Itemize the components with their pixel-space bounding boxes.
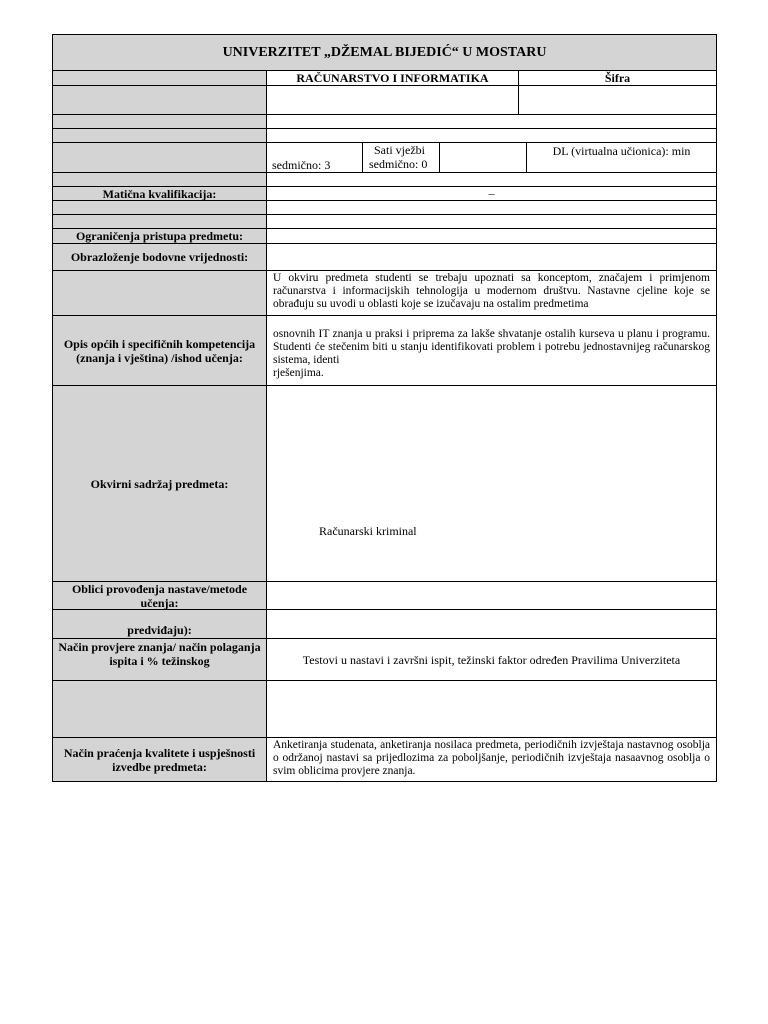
quality-label: Način praćenja kvalitete i uspješnosti izvedbe predmeta: xyxy=(53,738,267,781)
hours-values xyxy=(267,143,716,172)
hours-row xyxy=(53,143,716,173)
competences-tail: rješenjima. xyxy=(273,367,324,379)
access-label: Ograničenja pristupa predmetu: xyxy=(53,229,267,243)
empty-value-4 xyxy=(267,201,716,214)
empty-label-2 xyxy=(53,129,267,142)
teaching-row xyxy=(53,582,716,610)
empty-label-3 xyxy=(53,173,267,186)
course-code-cell xyxy=(518,86,716,114)
empty-label-4 xyxy=(53,201,267,214)
empty-row-2 xyxy=(53,129,716,143)
quality-text: Anketiranja studenata, anketiranja nosilaca predmeta, periodičnih izvještaja nastavnog osoblja o održanoj nastavi sa prijedlozima za poboljšanje, periodičnih izvještaja nasaavnog osoblja o svim oblicima provjere znanja. xyxy=(273,739,710,777)
access-value xyxy=(267,229,716,243)
course-name-row xyxy=(53,86,716,115)
competences-row xyxy=(53,316,716,386)
teaching-value xyxy=(267,582,716,609)
exercise-value-cell xyxy=(439,143,527,172)
empty-value-3 xyxy=(267,173,716,186)
empty-label-5 xyxy=(53,215,267,228)
empty-value-1 xyxy=(267,115,716,128)
form-table xyxy=(52,34,717,782)
qualification-value: – xyxy=(488,186,495,200)
credit-row xyxy=(53,244,716,271)
credit-value xyxy=(267,244,716,270)
program-value xyxy=(267,71,716,85)
content-item: Računarski kriminal xyxy=(319,524,417,538)
empty-row-5 xyxy=(53,215,716,229)
course-name-value xyxy=(267,86,716,114)
exercise-cell xyxy=(362,143,440,172)
access-row xyxy=(53,229,716,244)
assessment-label: Način provjere znanja/ način polaganja ispita i % težinskog xyxy=(53,639,267,680)
exercise-weekly: sedmično: 0 xyxy=(369,157,428,171)
empty-row-3 xyxy=(53,173,716,187)
empty-row-4 xyxy=(53,201,716,215)
empty-row-1 xyxy=(53,115,716,129)
exercise-label: Sati vježbi xyxy=(374,143,425,157)
empty-value-5 xyxy=(267,215,716,228)
intro-row xyxy=(53,271,716,316)
content-label: Okvirni sadržaj predmeta: xyxy=(53,386,267,581)
content-value xyxy=(267,386,716,581)
empty-label-1 xyxy=(53,115,267,128)
program-label-empty xyxy=(53,71,267,85)
content-row xyxy=(53,386,716,582)
university-title: UNIVERZITET „DŽEMAL BIJEDIĆ“ U MOSTARU xyxy=(53,35,716,71)
course-form xyxy=(52,34,717,782)
competences-label: Opis općih i specifičnih kompetencija (znanja i vještina) /ishod učenja: xyxy=(53,316,267,385)
empty-value-6 xyxy=(267,681,716,737)
assessment-text: Testovi u nastavi i završni ispit, težinski faktor određen Pravilima Univerziteta xyxy=(302,653,681,667)
quality-row xyxy=(53,738,716,781)
teaching-label: Oblici provođenja nastave/metode učenja: xyxy=(53,582,267,609)
intro-label xyxy=(53,271,267,315)
assessment-row xyxy=(53,639,716,681)
course-name-label xyxy=(53,86,267,114)
qualification-row xyxy=(53,187,716,201)
predvidaju-value xyxy=(267,610,716,638)
empty-label-6 xyxy=(53,681,267,737)
empty-row-6 xyxy=(53,681,716,738)
predvidaju-label: predviđaju): xyxy=(53,610,267,638)
empty-value-2 xyxy=(267,129,716,142)
dl-label: DL (virtualna učionica): min xyxy=(526,143,716,172)
program-row xyxy=(53,71,716,86)
lecture-weekly: sedmično: 3 xyxy=(272,158,331,172)
program-name: RAČUNARSTVO I INFORMATIKA xyxy=(296,70,489,85)
competences-text: osnovnih IT znanja u praksi i priprema za lakše shvatanje ostalih kurseva u planu i programu. Studenti će stečenim biti u stanju identifikovati problem i potrebu jednostavnijeg računarskog sistema, identi xyxy=(273,328,710,366)
hours-label xyxy=(53,143,267,172)
credit-label: Obrazloženje bodovne vrijednosti: xyxy=(53,244,267,270)
intro-text: U okviru predmeta studenti se trebaju upoznati sa konceptom, značajem i primjenom računarstva i informacijskih tehnologija u modernom društvu. Nastavne cjeline koje se obrađuju su uvodi u oblasti koje se izučavaju na ostalim predmetima xyxy=(273,272,710,310)
competences-value xyxy=(267,316,716,385)
code-label: Šifra xyxy=(518,71,716,85)
predvidaju-row xyxy=(53,610,716,639)
qualification-label: Matična kvalifikacija: xyxy=(53,187,267,200)
